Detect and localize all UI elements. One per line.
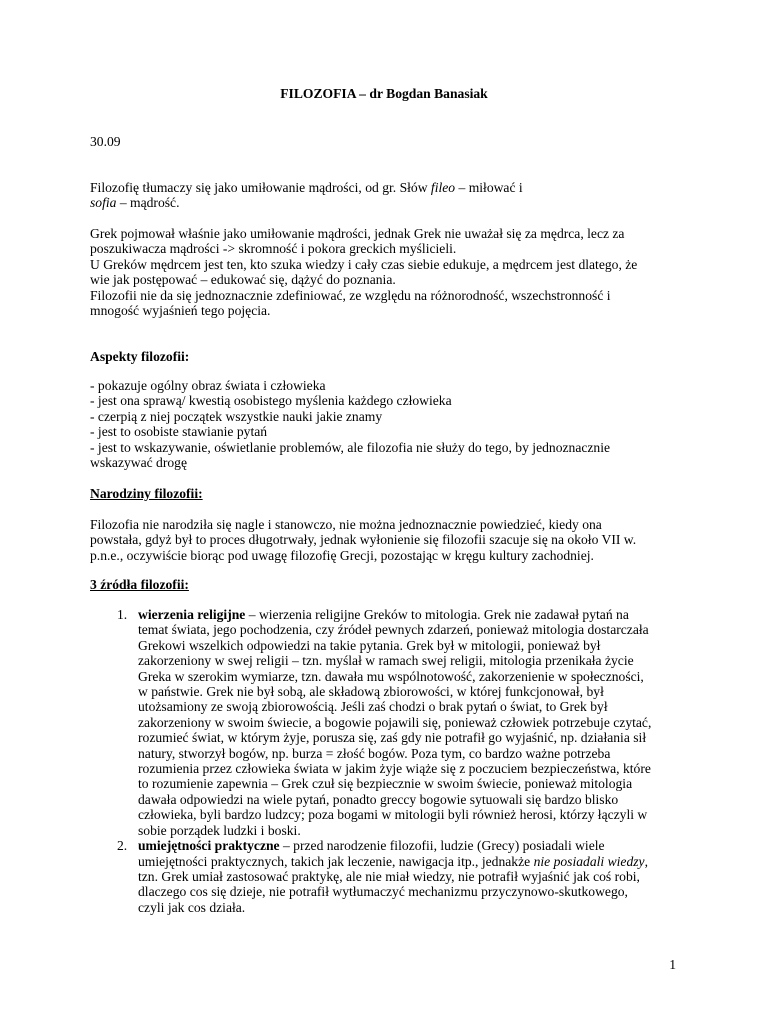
text-line: Grekowi wszelkich odpowiedzi na takie pytania. Grek był w mitologii, ponieważ był <box>138 637 601 653</box>
text-line: p.n.e., oczywiście biorąc pod uwagę filozofię Grecji, pozostając w kręgu kultury zachodniej. <box>90 547 594 563</box>
item-number: 1. <box>117 607 128 622</box>
list-item: - pokazuje ogólny obraz świata i człowieka <box>90 378 326 393</box>
text-line: – przed narodzenie filozofii, ludzie (Grecy) posiadali wiele <box>279 838 605 854</box>
text-line: w państwie. Grek nie był sobą, ale składową zbiorowości, w której funkcjonował, był <box>138 684 604 700</box>
text-line: dawała odpowiedzi na wiele pytań, ponadto greccy bogowie sytuowali się bardzo blisko <box>138 791 619 807</box>
aspects-list <box>90 378 682 470</box>
text-line: zakorzeniony w swoim świecie, a bogowie pojawili się, ponieważ człowiek potrzebuje czytać, <box>138 714 652 730</box>
text-line: powstała, gdyż był to proces długotrwały, jednak wyłonienie się filozofii szacuje się na około VII w. <box>90 532 637 548</box>
text-line: natury, stworzył bogów, np. burza = złość bogów. Poza tym, co bardzo ważne potrzeba <box>138 745 611 761</box>
text-line: tzn. Grek umiał zastosować praktykę, ale nie miał wiedzy, nie potrafił wyjaśnić jak coś robi, <box>138 868 640 884</box>
term-practical-skills: umiejętności praktyczne <box>138 838 280 854</box>
page-number: 1 <box>669 957 676 972</box>
text-line: Filozofii nie da się jednoznacznie zdefiniować, ze względu na różnorodność, wszechstronność i <box>90 287 611 303</box>
text-line: , <box>644 853 648 869</box>
text-line: dlaczego cos się dzieje, nie potrafił wytłumaczyć mechanizmu przyczynowo-skutkowego, <box>138 884 628 900</box>
text-line: U Greków mędrcem jest ten, kto szuka wiedzy i cały czas siebie edukuje, a mędrcem jest dlatego, że <box>90 256 638 272</box>
intro-paragraph-2 <box>90 226 682 318</box>
item-number: 2. <box>117 838 128 854</box>
intro-paragraph-1 <box>90 180 682 211</box>
list-item: - czerpią z niej początek wszystkie nauki jakie znamy <box>90 408 383 424</box>
text-line: Filozofia nie narodziła się nagle i stanowczo, nie można jednoznacznie powiedzieć, kiedy ona <box>90 517 602 532</box>
list-item: - jest to osobiste stawianie pytań <box>90 424 268 440</box>
birth-paragraph <box>90 517 682 563</box>
text-line: mnogość wyjaśnień tego pojęcia. <box>90 303 271 319</box>
text-line: – wierzenia religijne Greków to mitologia. Grek nie zadawał pytań na <box>245 607 629 622</box>
text-line: rozumieć świat, w którym żyje, porusza się, zaś gdy nie potrafił go wyjaśnić, np. działania sił <box>138 730 647 746</box>
term-fileo: fileo <box>430 180 456 195</box>
text-line: Greka w szerokim wymiarze, tzn. dawała mu wspólnotowość, zakorzenienie w społeczności, <box>138 668 644 684</box>
list-item: wskazywać drogę <box>90 455 188 471</box>
sources-list <box>90 607 682 915</box>
text-line: sobie porządek ludzki i boski. <box>138 822 301 838</box>
text-line: Grek pojmował właśnie jako umiłowanie mądrości, jednak Grek nie uważał się za mędrca, lecz za <box>90 226 625 241</box>
list-item <box>90 607 682 838</box>
text-line: to rozumienie zapewnia – Grek czuł się bezpiecznie w swoim świecie, ponieważ mitologia <box>138 776 633 792</box>
aspects-heading: Aspekty filozofii: <box>90 349 190 364</box>
list-item <box>90 838 682 915</box>
text-line: czyli jak cos działa. <box>138 899 246 915</box>
intro-text: – miłować i <box>455 180 523 195</box>
intro-text: – mądrość. <box>116 195 180 211</box>
list-item: - jest ona sprawą/ kwestią osobistego myślenia każdego człowieka <box>90 393 452 409</box>
document-title: FILOZOFIA – dr Bogdan Banasiak <box>280 86 488 101</box>
term-sofia: sofia <box>90 195 117 211</box>
date: 30.09 <box>90 134 121 149</box>
text-line: wie jak postępować – edukować się, dążyć do poznania. <box>90 272 396 288</box>
intro-text: Filozofię tłumaczy się jako umiłowanie mądrości, od gr. Słów <box>90 180 431 195</box>
sources-heading: 3 źródła filozofii: <box>90 577 189 592</box>
text-line: temat świata, jego pochodzenia, czy źródeł pewnych zdarzeń, ponieważ mitologia dostarczała <box>138 622 649 638</box>
text-line: umiejętności praktycznych, takich jak leczenie, nawigacja itp., jednakże <box>138 853 534 869</box>
term-religion: wierzenia religijne <box>138 607 246 622</box>
list-item: - jest to wskazywanie, oświetlanie problemów, ale filozofia nie służy do tego, by jednoznacznie <box>90 439 611 455</box>
text-line: zakorzeniony w swej religii – tzn. myślał w ramach swej religii, mitologia przenikała życie <box>138 653 634 669</box>
text-line: rozumienia przez człowieka świata w jakim żyje wiąże się z poczuciem bezpieczeństwa, które <box>138 761 651 777</box>
text-line: człowieka, byli bardzo ludzcy; poza bogami w mitologii byli również herosi, którzy łączyli w <box>138 807 648 823</box>
text-line: poszukiwacza mądrości -> skromność i pokora greckich myślicieli. <box>90 241 457 257</box>
birth-heading: Narodziny filozofii: <box>90 486 203 501</box>
text-line: utożsamiony ze swoją zbiorowością. Jeśli zaś chodzi o brak pytań o świat, to Grek był <box>138 699 608 715</box>
emphasis: nie posiadali wiedzy <box>533 853 645 869</box>
